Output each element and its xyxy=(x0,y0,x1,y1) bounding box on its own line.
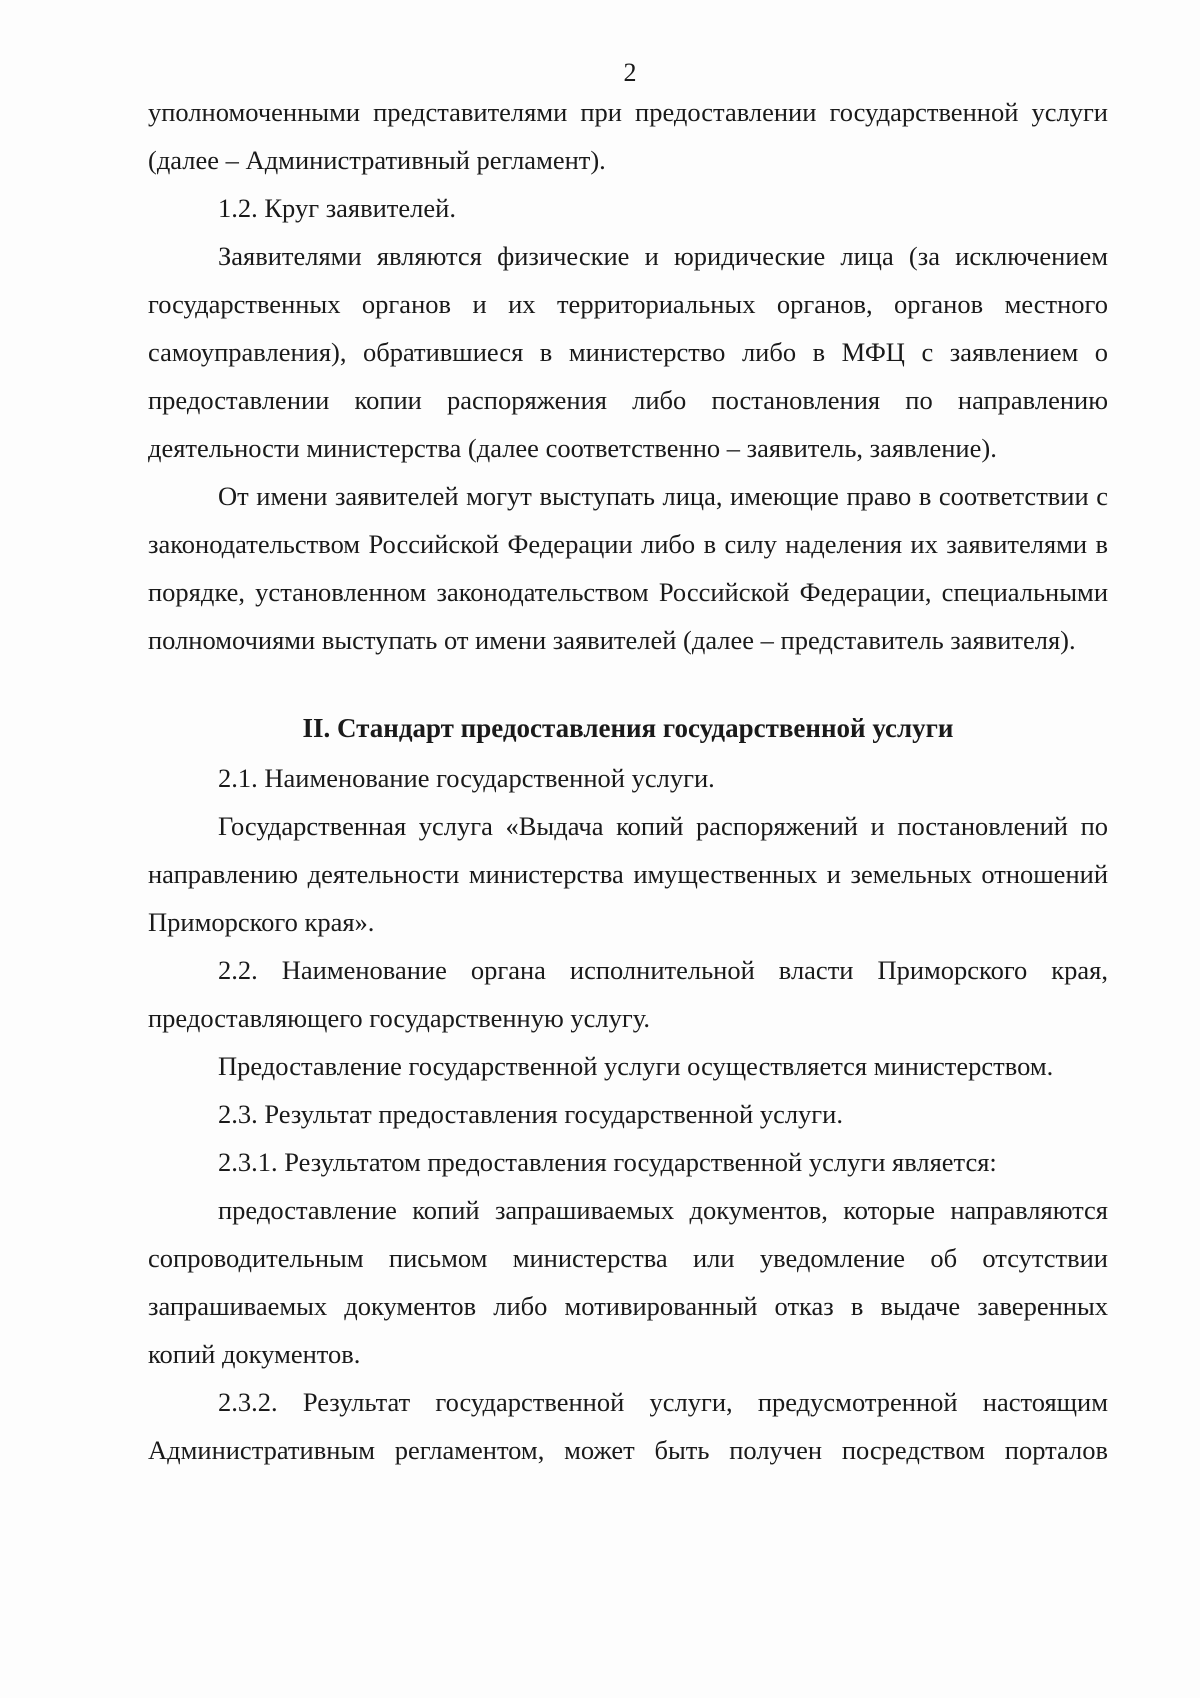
paragraph-representatives: От имени заявителей могут выступать лица, имеющие право в соответствии с законодательством Российской Федерации либо в силу наделения их заявителями в порядке, установленном законодательством Российской Федерации, специальными полномочиями выступать от имени заявителей (далее – представитель заявителя). xyxy=(148,481,1108,655)
paragraph-result-details: предоставление копий запрашиваемых документов, которые направляются сопроводительным письмом министерства или уведомление об отсутствии запрашиваемых документов либо мотивированный отказ в выдаче заверенных копий документов. xyxy=(148,1195,1108,1369)
section-heading: II. Стандарт предоставления государственной услуги xyxy=(302,713,954,743)
page-number: 2 xyxy=(623,58,637,87)
document-body xyxy=(148,88,1108,1474)
paragraph-result-intro: 2.3.1. Результатом предоставления государственной услуги является: xyxy=(218,1147,997,1177)
paragraph-applicants-title: 1.2. Круг заявителей. xyxy=(218,193,456,223)
paragraph-result-portals: 2.3.2. Результат государственной услуги, предусмотренной настоящим Административным регламентом, может быть получен посредством порталов xyxy=(148,1387,1108,1465)
paragraph-result-title: 2.3. Результат предоставления государственной услуги. xyxy=(218,1099,843,1129)
paragraph-service-name: Государственная услуга «Выдача копий распоряжений и постановлений по направлению деятельности министерства имущественных и земельных отношений Приморского края». xyxy=(148,811,1108,937)
paragraph-applicants: Заявителями являются физические и юридические лица (за исключением государственных органов и их территориальных органов, органов местного самоуправления), обратившиеся в министерство либо в МФЦ с заявлением о предоставлении копии распоряжения либо постановления по направлению деятельности министерства (далее соответственно – заявитель, заявление). xyxy=(148,241,1108,463)
paragraph-authority: Предоставление государственной услуги осуществляется министерством. xyxy=(218,1051,1054,1081)
paragraph-continuation: уполномоченными представителями при предоставлении государственной услуги (далее – Административный регламент). xyxy=(148,97,1108,175)
paragraph-service-name-title: 2.1. Наименование государственной услуги. xyxy=(218,763,715,793)
paragraph-authority-title: 2.2. Наименование органа исполнительной власти Приморского края, предоставляющего государственную услугу. xyxy=(148,955,1108,1033)
